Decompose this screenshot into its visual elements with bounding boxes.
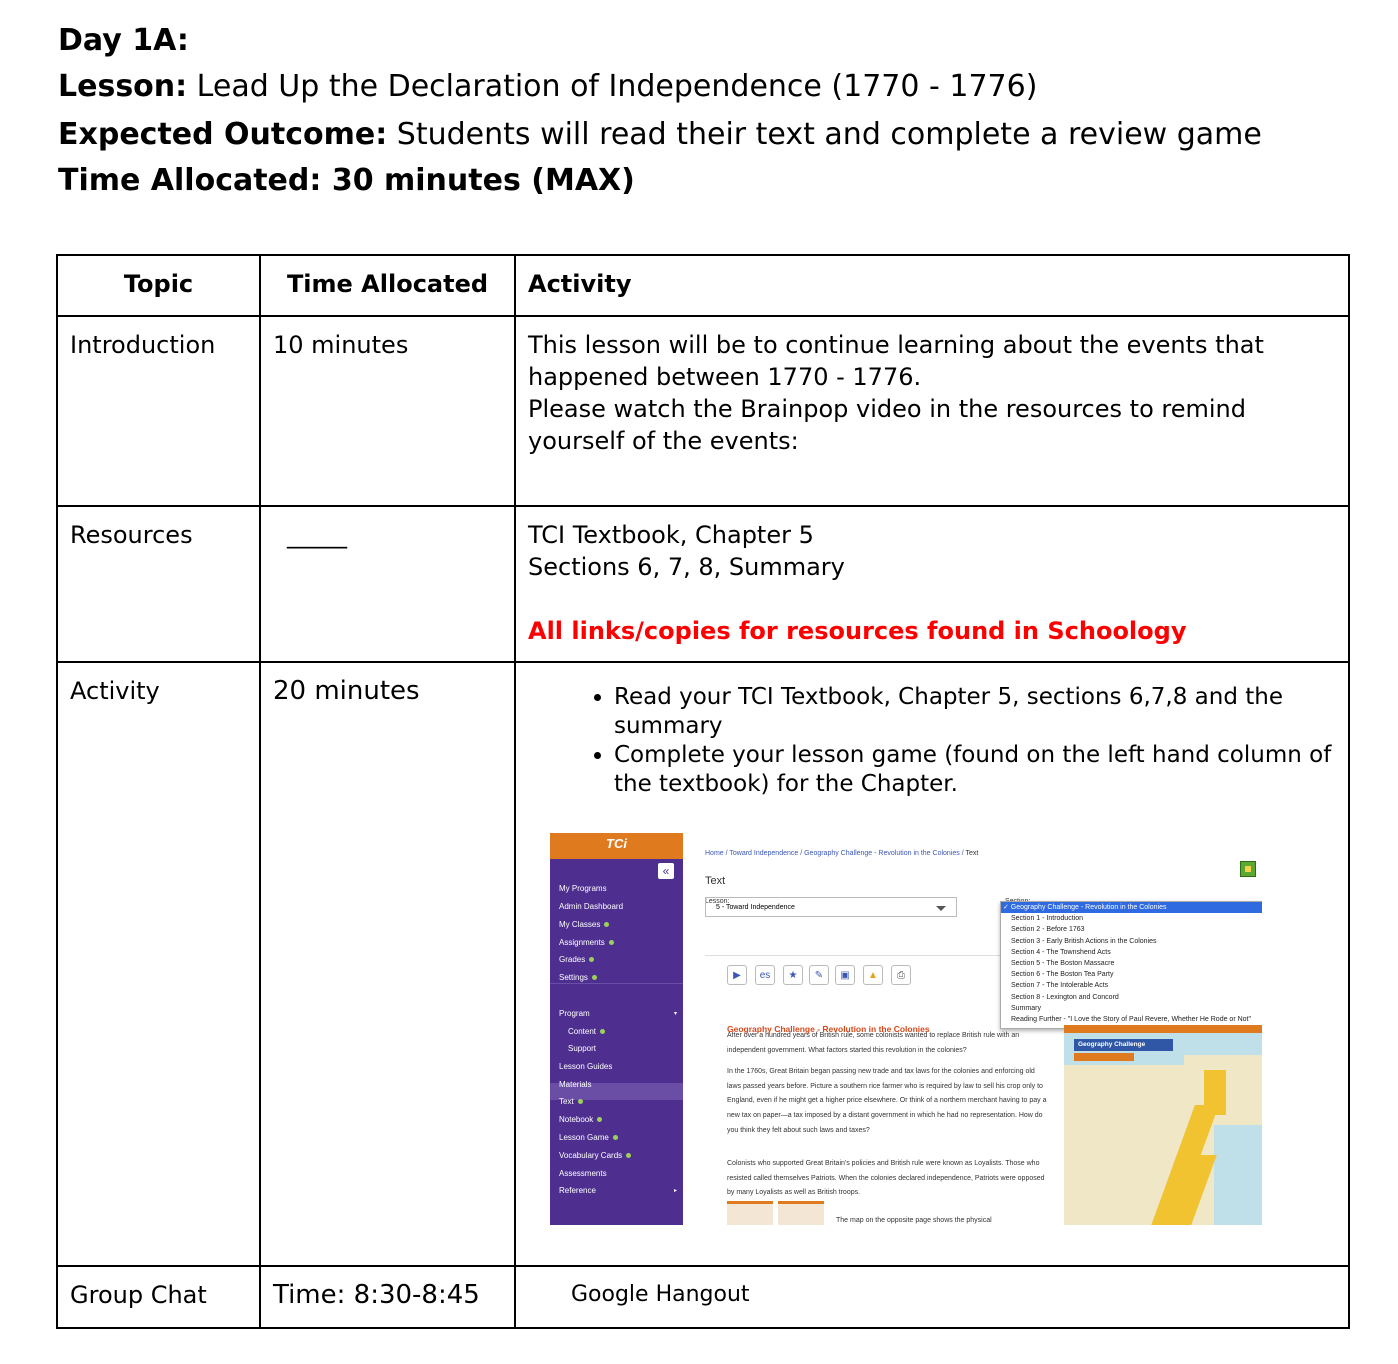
resources-activity	[515, 506, 1349, 662]
section-dropdown[interactable]	[1000, 901, 1262, 1029]
dropdown-option[interactable]: Section 5 - The Boston Massacre	[1011, 960, 1115, 968]
star-icon[interactable]: ★	[783, 965, 803, 985]
activity-topic: Activity	[57, 662, 260, 1266]
tci-screenshot	[550, 833, 1262, 1225]
lesson-select[interactable]: 5 - Toward Independence	[705, 897, 957, 917]
resources-time: _____	[260, 506, 515, 662]
nav-grades[interactable]: Grades	[559, 944, 594, 976]
page-title: Text	[705, 875, 726, 887]
article-paragraph: Colonists who supported Great Britain's policies and British rule were known as Loyalists. Those who resisted called themselves Patriots. When the colonies declared independence, Patriots were opposed by many Loyalists as well as British troops.	[727, 1160, 1045, 1197]
nav-lesson-game[interactable]: Lesson Game	[559, 1122, 618, 1154]
nav-my-programs[interactable]: My Programs	[559, 884, 607, 893]
breadcrumb[interactable]: Home / Toward Independence / Geography Challenge - Revolution in the Colonies / Text	[705, 850, 979, 857]
nav-assessments[interactable]: Assessments	[559, 1169, 607, 1178]
nav-settings[interactable]: Settings	[559, 962, 597, 994]
resources-note: All links/copies for resources found in Schoology	[528, 617, 1187, 645]
nav-program[interactable]: Program ▾	[559, 998, 677, 1030]
translate-icon[interactable]: es	[755, 965, 775, 985]
article-paragraph: After over a hundred years of British rule, some colonists wanted to replace British rule with an independent government. What factors started this revolution in the colonies?	[727, 1032, 1020, 1054]
intro-line1: This lesson will be to continue learning about the events that happened between 1770 - 1776.	[528, 331, 1264, 391]
lesson-table	[56, 254, 1350, 1329]
dropdown-option[interactable]: Summary	[1011, 1004, 1041, 1012]
dropdown-option[interactable]: Section 6 - The Boston Tea Party	[1011, 971, 1114, 979]
table-row	[57, 506, 1349, 662]
dropdown-option[interactable]: Section 2 - Before 1763	[1011, 926, 1085, 934]
nav-divider	[550, 983, 683, 984]
nav-my-classes[interactable]: My Classes	[559, 909, 609, 941]
header-time: Time Allocated	[260, 255, 515, 316]
dropdown-option[interactable]: ✓ Geography Challenge - Revolution in the Colonies	[1001, 902, 1262, 913]
dropdown-option[interactable]: Section 3 - Early British Actions in the Colonies	[1011, 937, 1157, 945]
dropdown-option[interactable]: Section 7 - The Intolerable Acts	[1011, 982, 1109, 990]
notes-icon[interactable]: ▣	[835, 965, 855, 985]
intro-line2: Please watch the Brainpop video in the resources to remind yourself of the events:	[528, 395, 1246, 455]
activity-content	[515, 662, 1349, 1266]
dropdown-option[interactable]: Section 8 - Lexington and Concord	[1011, 993, 1119, 1001]
nav-materials[interactable]: Materials	[559, 1080, 592, 1089]
chat-topic: Group Chat	[57, 1266, 260, 1328]
drive-icon[interactable]	[1240, 861, 1256, 877]
nav-vocabulary-cards[interactable]: Vocabulary Cards	[559, 1140, 631, 1172]
header-activity: Activity	[515, 255, 1349, 316]
table-row	[57, 662, 1349, 1266]
map-badge: Geography Challenge	[1074, 1039, 1173, 1051]
nav-admin-dashboard[interactable]: Admin Dashboard	[559, 902, 624, 911]
thumbnail-image	[727, 1201, 773, 1225]
table-row	[57, 316, 1349, 506]
nav-support[interactable]: Support	[568, 1044, 597, 1053]
nav-reference[interactable]: Reference ▸	[559, 1175, 677, 1207]
resources-topic: Resources	[57, 506, 260, 662]
table-header-row	[57, 255, 1349, 316]
dropdown-option[interactable]: Reading Further - "I Love the Story of Paul Revere, Whether He Rode or Not"	[1011, 1016, 1251, 1024]
day-heading: Day 1A:	[58, 23, 189, 58]
list-item: • Complete your lesson game (found on the left hand column of the textbook) for the Chapter.	[614, 741, 1336, 799]
chevron-right-icon: ▸	[673, 1188, 677, 1194]
article-title: Geography Challenge - Revolution in the Colonies	[727, 1024, 930, 1034]
intro-topic: Introduction	[57, 316, 260, 506]
thumbnail-image	[778, 1201, 824, 1225]
print-icon[interactable]: ⎙	[891, 965, 911, 985]
map-caption: The map on the opposite page shows the physical	[836, 1217, 992, 1224]
chat-time: Time: 8:30-8:45	[260, 1266, 515, 1328]
resources-line2: Sections 6, 7, 8, Summary	[528, 553, 845, 581]
tci-logo: TCi	[550, 833, 683, 859]
activity-time: 20 minutes	[260, 662, 515, 1266]
tci-sidebar	[550, 833, 683, 1225]
highlight-icon[interactable]: ✎	[809, 965, 829, 985]
dropdown-option[interactable]: Section 4 - The Townshend Acts	[1011, 948, 1111, 956]
google-drive-icon[interactable]: ▲	[863, 965, 883, 985]
lesson-select-label: Lesson:	[705, 898, 730, 905]
divider	[705, 955, 1005, 956]
intro-activity	[515, 316, 1349, 506]
play-icon[interactable]: ▶	[727, 965, 747, 985]
nav-lesson-guides[interactable]: Lesson Guides	[559, 1062, 613, 1071]
chat-activity: Google Hangout	[515, 1266, 1349, 1328]
dropdown-option[interactable]: Section 1 - Introduction	[1011, 915, 1083, 923]
collapse-icon[interactable]: «	[658, 863, 674, 879]
table-row	[57, 1266, 1349, 1328]
intro-time: 10 minutes	[260, 316, 515, 506]
article-paragraph: In the 1760s, Great Britain began passing new trade and tax laws for the colonies and enforcing old laws passed years before. Picture a southern rice farmer who is required by law to sell his crop only to England, even if he might get a higher price elsewhere. Or think of a northern merchant having to pay a new tax on paper—a tax imposed by a distant government in which he had no representation. How do you think they felt about such laws and taxes?	[727, 1068, 1047, 1134]
time-line: Time Allocated: 30 minutes (MAX)	[58, 163, 635, 198]
list-item: • Read your TCI Textbook, Chapter 5, sections 6,7,8 and the summary	[614, 683, 1336, 741]
colonies-map	[1064, 1025, 1262, 1225]
nav-text[interactable]: Text	[559, 1086, 583, 1118]
resources-line1: TCI Textbook, Chapter 5	[528, 521, 814, 549]
activity-list	[528, 683, 1336, 799]
nav-assignments[interactable]: Assignments	[559, 927, 614, 959]
outcome-line: Expected Outcome: Students will read their text and complete a review game	[58, 117, 1262, 152]
lesson-line: Lesson: Lead Up the Declaration of Independence (1770 - 1776)	[58, 69, 1038, 104]
chevron-down-icon: ▾	[673, 1011, 677, 1017]
nav-content[interactable]: Content	[568, 1016, 605, 1048]
nav-notebook[interactable]: Notebook	[559, 1104, 602, 1136]
header-topic: Topic	[57, 255, 260, 316]
